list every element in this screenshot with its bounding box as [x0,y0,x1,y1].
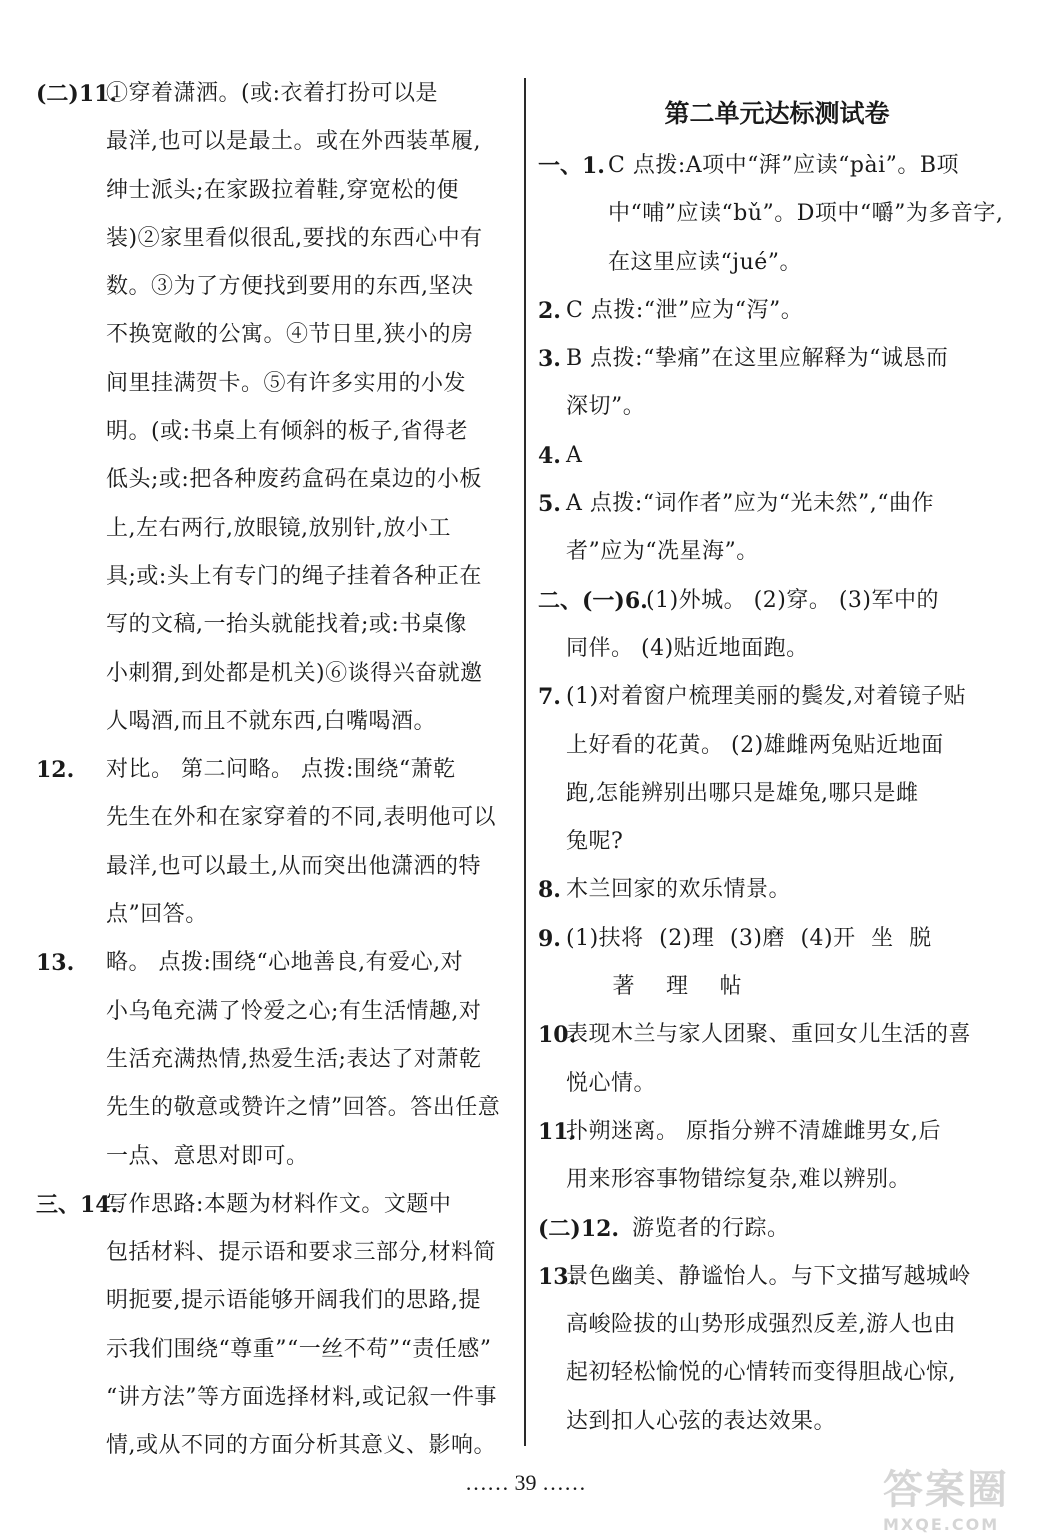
answer-line: 同伴。 (4)贴近地面跑。 [566,635,809,661]
answer-line: 具;或:头上有专门的绳子挂着各种正在 [106,563,482,589]
answer-line: 不换宽敞的公寓。④节日里,狭小的房 [106,322,474,348]
answer-line: 低头;或:把各种废药盒码在桌边的小板 [106,467,482,493]
page-number: …… 39 …… [465,1470,586,1495]
answer-line: 小乌龟充满了怜爱之心;有生活情趣,对 [106,998,482,1024]
answer-number: 2. [538,297,561,324]
answer-line: C 点拨:“泄”应为“泻”。 [566,297,804,323]
answer-line: 生活充满热情,热爱生活;表达了对萧乾 [106,1046,482,1072]
answer-line: 在这里应读“jué”。 [608,249,803,275]
left-column [36,70,514,1471]
answer-left-11 [36,70,514,746]
answer-left-14 [36,1181,514,1471]
watermark-url: MXQE.COM [883,1515,1000,1534]
answer-line: 写作思路:本题为材料作文。文题中 [106,1191,452,1217]
answer-right-6 [538,577,1016,674]
answer-right-8 [538,866,1016,914]
answer-number: 二、(一)6. [538,587,648,614]
answer-number: 8. [538,877,561,904]
answer-line: A 点拨:“词作者”应为“光未然”,“曲作 [566,491,935,517]
answer-number: 5. [538,491,561,518]
answer-line: 上,左右两行,放眼镜,放别针,放小工 [106,515,451,541]
answer-number: 7. [538,684,561,711]
answer-line: 游览者的行踪。 [632,1215,790,1241]
answer-line: 悦心情。 [566,1070,657,1096]
answer-line: 木兰回家的欢乐情景。 [566,877,792,903]
answer-right-9 [538,915,1016,1012]
answer-number: 4. [538,442,561,469]
answer-right-3 [538,335,1016,432]
answer-line: 达到扣人心弦的表达效果。 [566,1408,837,1434]
answer-line: (1)扶将 (2)理 (3)磨 (4)开 坐 脱 [566,925,932,951]
answer-line: 略。 点拨:围绕“心地善良,有爱心,对 [106,950,464,976]
answer-line: 景色幽美、静谧怡人。与下文描写越城岭 [566,1263,972,1289]
answer-line: 最洋,也可以最土,从而突出他潇洒的特 [106,853,481,879]
answer-line: 数。③为了方便找到要用的东西,坚决 [106,274,474,300]
right-column [538,70,1016,1446]
answer-line: 明。(或:书桌上有倾斜的板子,省得老 [106,419,468,445]
answer-line: 先生在外和在家穿着的不同,表明他可以 [106,805,496,831]
answer-line: 中“哺”应读“bǔ”。D项中“嚼”为多音字, [608,201,1004,227]
answer-line: 上好看的花黄。 (2)雄雌两兔贴近地面 [566,732,944,758]
answer-left-12 [36,746,514,939]
answer-number: 一、1. [538,153,605,179]
answer-line: 小刺猬,到处都是机关)⑥谈得兴奋就邀 [106,660,483,686]
answer-right-4 [538,432,1016,480]
watermark-logo [883,1458,1033,1534]
answer-line: ①穿着潇洒。(或:衣着打扮可以是 [106,81,438,106]
answer-line: 表现木兰与家人团聚、重回女儿生活的喜 [566,1022,972,1048]
answer-line: 点”回答。 [106,902,208,928]
answer-number: 11. [538,1118,577,1145]
answer-line: 跑,怎能辨别出哪只是雄兔,哪只是雌 [566,780,919,806]
answer-line: 高峻险拔的山势形成强烈反差,游人也由 [566,1312,956,1338]
answer-number: 10. [538,1022,577,1049]
answer-line: 绅士派头;在家趿拉着鞋,穿宽松的便 [106,177,459,203]
answer-line: (1)外城。 (2)穿。 (3)军中的 [646,587,939,613]
answer-line: (1)对着窗户梳理美丽的鬓发,对着镜子贴 [566,684,967,710]
answer-line: 示我们围绕“尊重”“一丝不苟”“责任感” [106,1336,492,1362]
column-divider [524,78,526,1446]
answer-line: 兔呢? [566,829,624,855]
answer-number: 12. [36,757,75,784]
answer-line: A [566,442,583,468]
answer-number: 3. [538,346,561,373]
watermark-text: 答案圈 [883,1467,1009,1513]
answer-line: 间里挂满贺卡。⑤有许多实用的小发 [106,370,467,396]
answer-right-1 [538,142,1016,287]
answer-right-10 [538,1011,1016,1108]
answer-line: 最洋,也可以是最土。或在外西装革履, [106,129,481,155]
answer-line: “讲方法”等方面选择材料,或记叙一件事 [106,1385,497,1411]
answer-line: 先生的敬意或赞许之情”回答。答出任意 [106,1095,501,1121]
answer-number: 13. [36,950,75,977]
answer-line: C 点拨:A项中“湃”应读“pài”。B项 [608,153,960,178]
answer-right-13 [538,1253,1016,1446]
answer-line: 一点、意思对即可。 [106,1143,309,1169]
answer-line: 包括材料、提示语和要求三部分,材料简 [106,1240,496,1266]
answer-line: 扑朔迷离。 原指分辨不清雄雌男女,后 [566,1118,941,1144]
answer-number: 13. [538,1263,577,1290]
answer-line: B 点拨:“挚痛”在这里应解释为“诚恳而 [566,346,949,372]
answer-right-11 [538,1108,1016,1205]
answer-right-7 [538,673,1016,866]
answer-line: 用来形容事物错综复杂,难以辨别。 [566,1167,911,1193]
answer-line: 明扼要,提示语能够开阔我们的思路,提 [106,1288,481,1314]
answer-right-12 [538,1205,1016,1253]
answer-line: 深切”。 [566,394,646,420]
answer-line: 起初轻松愉悦的心情转而变得胆战心惊, [566,1360,956,1386]
answer-number: (二)12. [538,1215,620,1242]
answer-line: 著 理 帖 [566,974,742,1000]
answer-line: 对比。 第二问略。 点拨:围绕“萧乾 [106,757,456,783]
answer-left-13 [36,939,514,1180]
answer-line: 人喝酒,而且不就东西,白嘴喝酒。 [106,708,436,734]
answer-right-2 [538,287,1016,335]
answer-line: 写的文稿,一抬头就能找着;或:书桌像 [106,612,467,638]
answer-number: (二)11. [36,81,118,107]
answer-line: 装)②家里看似很乱,要找的东西心中有 [106,225,483,251]
answer-line: 情,或从不同的方面分析其意义、影响。 [106,1433,496,1459]
answer-line: 者”应为“冼星海”。 [566,539,759,565]
answer-number: 三、14. [36,1191,119,1218]
answer-number: 9. [538,925,561,952]
answer-right-5 [538,480,1016,577]
section-title: 第二单元达标测试卷 [664,99,890,128]
